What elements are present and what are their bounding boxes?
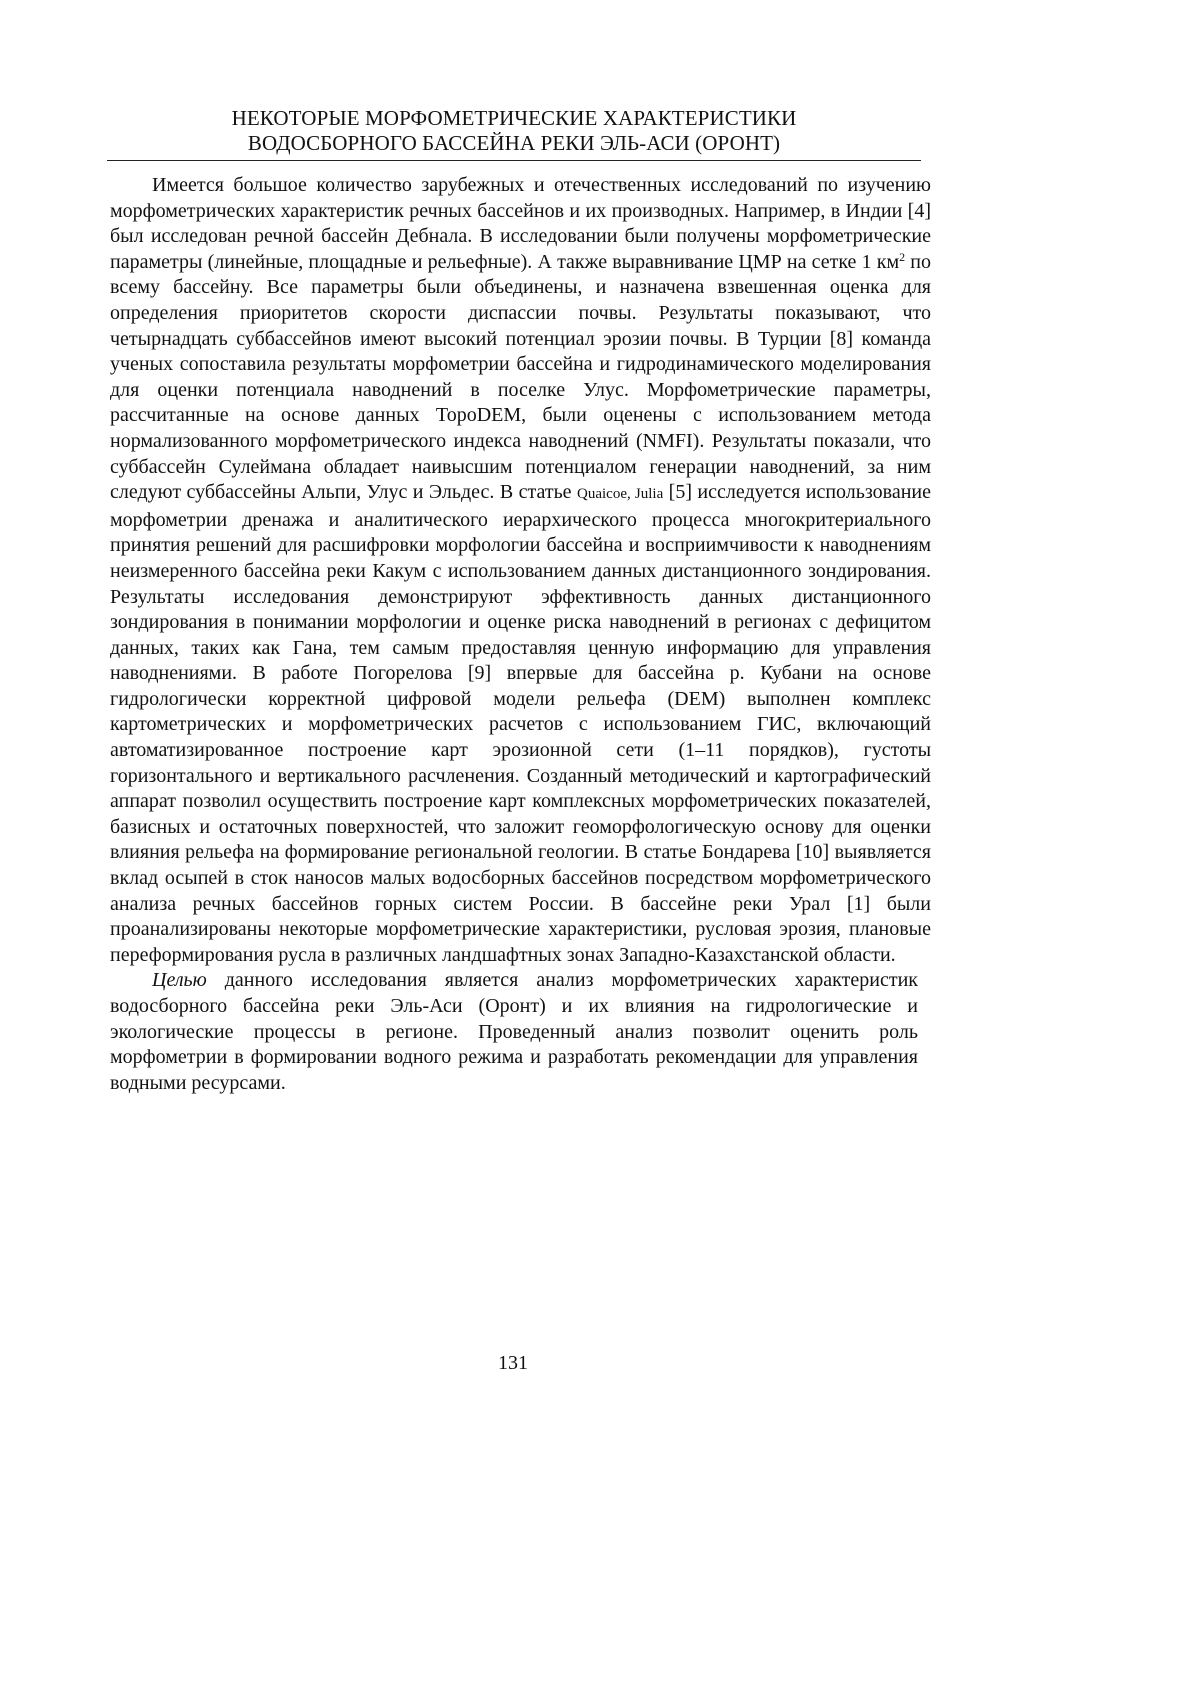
cited-author-name: Quaicoe, Julia xyxy=(577,486,663,502)
header-title-line-1: НЕКОТОРЫЕ МОРФОМЕТРИЧЕСКИЕ ХАРАКТЕРИСТИКИ xyxy=(107,106,921,131)
paragraph-2-rest: данного исследования является анализ морфометрических характеристик водосборного бассейна реки Эль-Аси (Оронт) и их влияния на гидрологические и экологические процессы в регионе. Проведенный анализ позволит оценить роль морфометрии в формировании водного режима и разработать рекомендации для управления водными ресурсами. xyxy=(110,969,918,1093)
paragraph-1-part-3: [5] исследуется использование морфометрии дренажа и аналитического иерархического процесса многокритериального принятия решений для расшифровки морфологии бассейна и восприимчивости к наводнениям неизмеренного бассейна реки Какум с использованием данных дистанционного зондирования. Результаты исследования демонстрируют эффективность данных дистанционного зондирования в понимании морфологии и оценке риска наводнений в регионах с дефицитом данных, таких как Гана, тем самым предоставляя ценную информацию для управления наводнениями. В работе Погорелова [9] впервые для бассейна р. Кубани на основе гидрологически корректной цифровой модели рельефа (DEM) выполнен комплекс картометрических и морфометрических расчетов с использованием ГИС, включающий автоматизированное построение карт эрозионной сети (1–11 порядков), густоты горизонтального и вертикального расчленения. Созданный методический и картографический аппарат позволил осуществить построение карт комплексных морфометрических показателей, базисных и остаточных поверхностей, что заложит геоморфологическую основу для оценки влияния рельефа на формирование региональной геологии. В статье Бондарева [10] выявляется вклад осыпей в сток наносов малых водосборных бассейнов посредством морфометрического анализа речных бассейнов горных систем России. В бассейне реки Урал [1] были проанализированы некоторые морфометрические характеристики, русловая эрозия, плановые переформирования русла в различных ландшафтных зонах Западно-Казахстанской области. xyxy=(110,481,931,966)
header-title-line-2: ВОДОСБОРНОГО БАССЕЙНА РЕКИ ЭЛЬ-АСИ (ОРОНТ) xyxy=(107,131,921,156)
page-number: 131 xyxy=(0,1352,1026,1375)
paragraph-1-part-1: Имеется большое количество зарубежных и отечественных исследований по изучению морфометрических характеристик речных бассейнов и их производных. Например, в Индии [4] был исследован речной бассейн Дебнала. В исследовании были получены морфометрические параметры (линейные, площадные и рельефные). А также выравнивание ЦМР на сетке 1 км xyxy=(110,174,931,273)
goal-italic-word: Целью xyxy=(152,969,207,991)
header-rule xyxy=(107,160,921,161)
paragraph-literature-review xyxy=(110,173,931,968)
running-header xyxy=(107,106,921,156)
body-text xyxy=(110,173,931,1096)
paragraph-1-part-2: по всему бассейну. Все параметры были объединены, и назначена взвешенная оценка для определения приоритетов скорости диспассии почвы. Результаты показывают, что четырнадцать суббассейнов имеют высокий потенциал эрозии почвы. В Турции [8] команда ученых сопоставила результаты морфометрии бассейна и гидродинамического моделирования для оценки потенциала наводнений в поселке Улус. Морфометрические параметры, рассчитанные на основе данных TopoDEM, были оценены с использованием метода нормализованного морфометрического индекса наводнений (NMFI). Результаты показали, что суббассейн Сулеймана обладает наивысшим потенциалом генерации наводнений, за ним следуют суббассейны Альпи, Улус и Эльдес. В статье xyxy=(110,251,931,503)
paragraph-study-goal xyxy=(110,968,918,1096)
km-squared-superscript: 2 xyxy=(899,250,905,264)
document-page xyxy=(0,0,1200,1697)
